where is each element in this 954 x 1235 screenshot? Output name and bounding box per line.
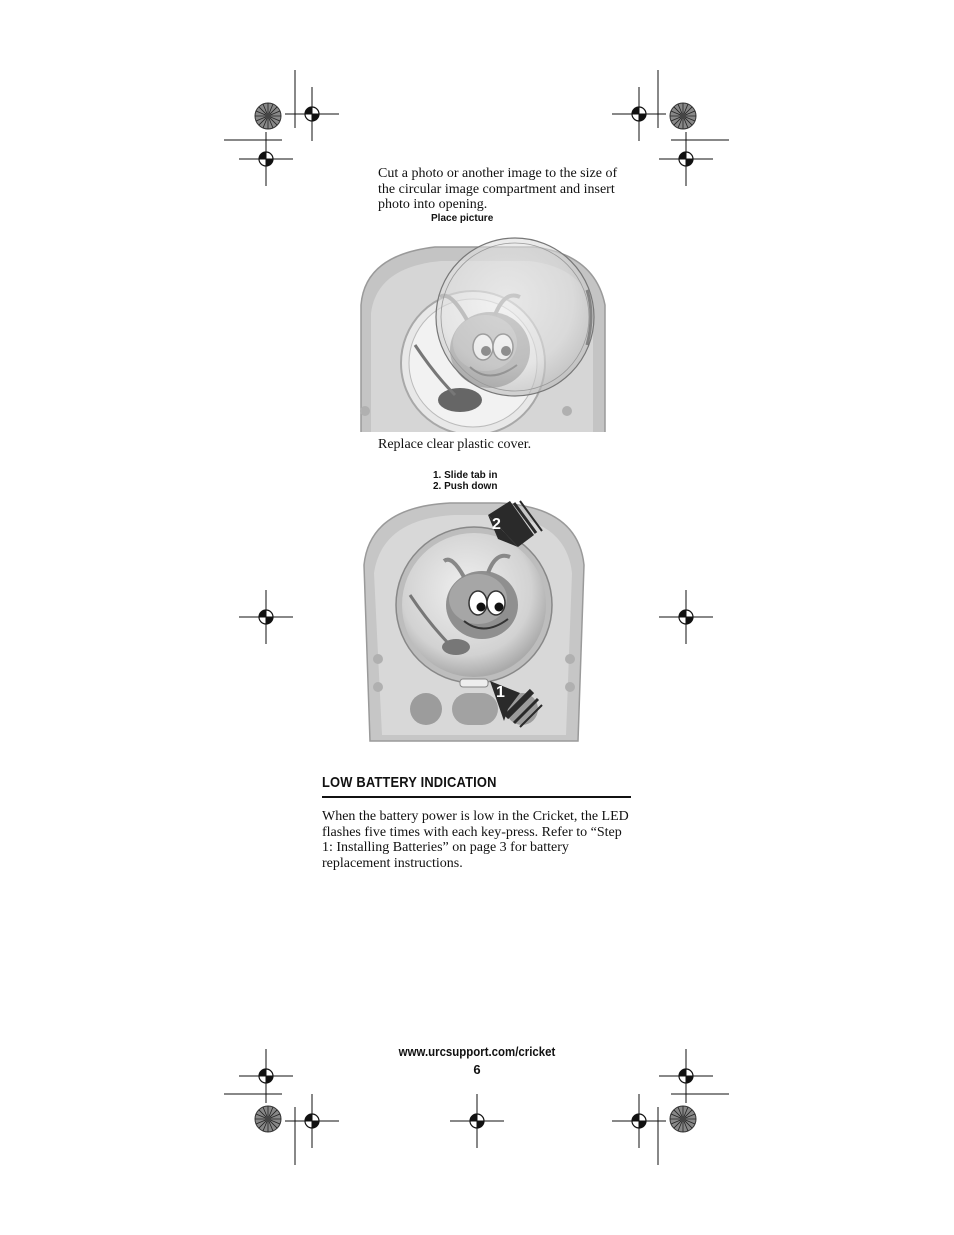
page-number: 6	[473, 1062, 481, 1077]
crosshair-mark	[285, 87, 339, 141]
low-battery-paragraph: When the battery power is low in the Cricket, the LED flashes five times with each key-press. Refer to “Step 1: Installing Batteries” on page 3 for battery replacement instructions.	[322, 809, 629, 872]
footer-url-text: www.urcsupport.com/cricket	[398, 1044, 556, 1059]
place-picture-callout: Place picture	[431, 213, 494, 224]
arrow-step-number-1: 1	[496, 684, 505, 701]
starburst-mark-top-right	[670, 103, 696, 129]
crosshair-mark	[659, 590, 713, 644]
crosshair-mark	[285, 1094, 339, 1148]
footer-url	[377, 1044, 577, 1059]
push-down-callout: 2. Push down	[433, 481, 498, 492]
place-picture-illustration	[355, 235, 615, 435]
heading-underline	[322, 796, 631, 798]
section-heading: LOW BATTERY INDICATION	[322, 774, 497, 791]
arrow-step-number-2: 2	[492, 516, 501, 533]
starburst-mark-top-left	[255, 103, 281, 129]
slide-tab-callout: 1. Slide tab in	[433, 470, 498, 481]
crosshair-mark	[239, 1049, 293, 1103]
crosshair-mark	[659, 1049, 713, 1103]
starburst-mark-bottom-right	[670, 1106, 696, 1132]
replace-cover-illustration	[360, 495, 590, 745]
intro-paragraph: Cut a photo or another image to the size of the circular image compartment and insert photo into opening.	[378, 166, 618, 213]
replace-cover-caption: Replace clear plastic cover.	[378, 437, 532, 452]
starburst-mark-bottom-left	[255, 1106, 281, 1132]
crosshair-mark	[450, 1094, 504, 1148]
crosshair-mark	[239, 590, 293, 644]
